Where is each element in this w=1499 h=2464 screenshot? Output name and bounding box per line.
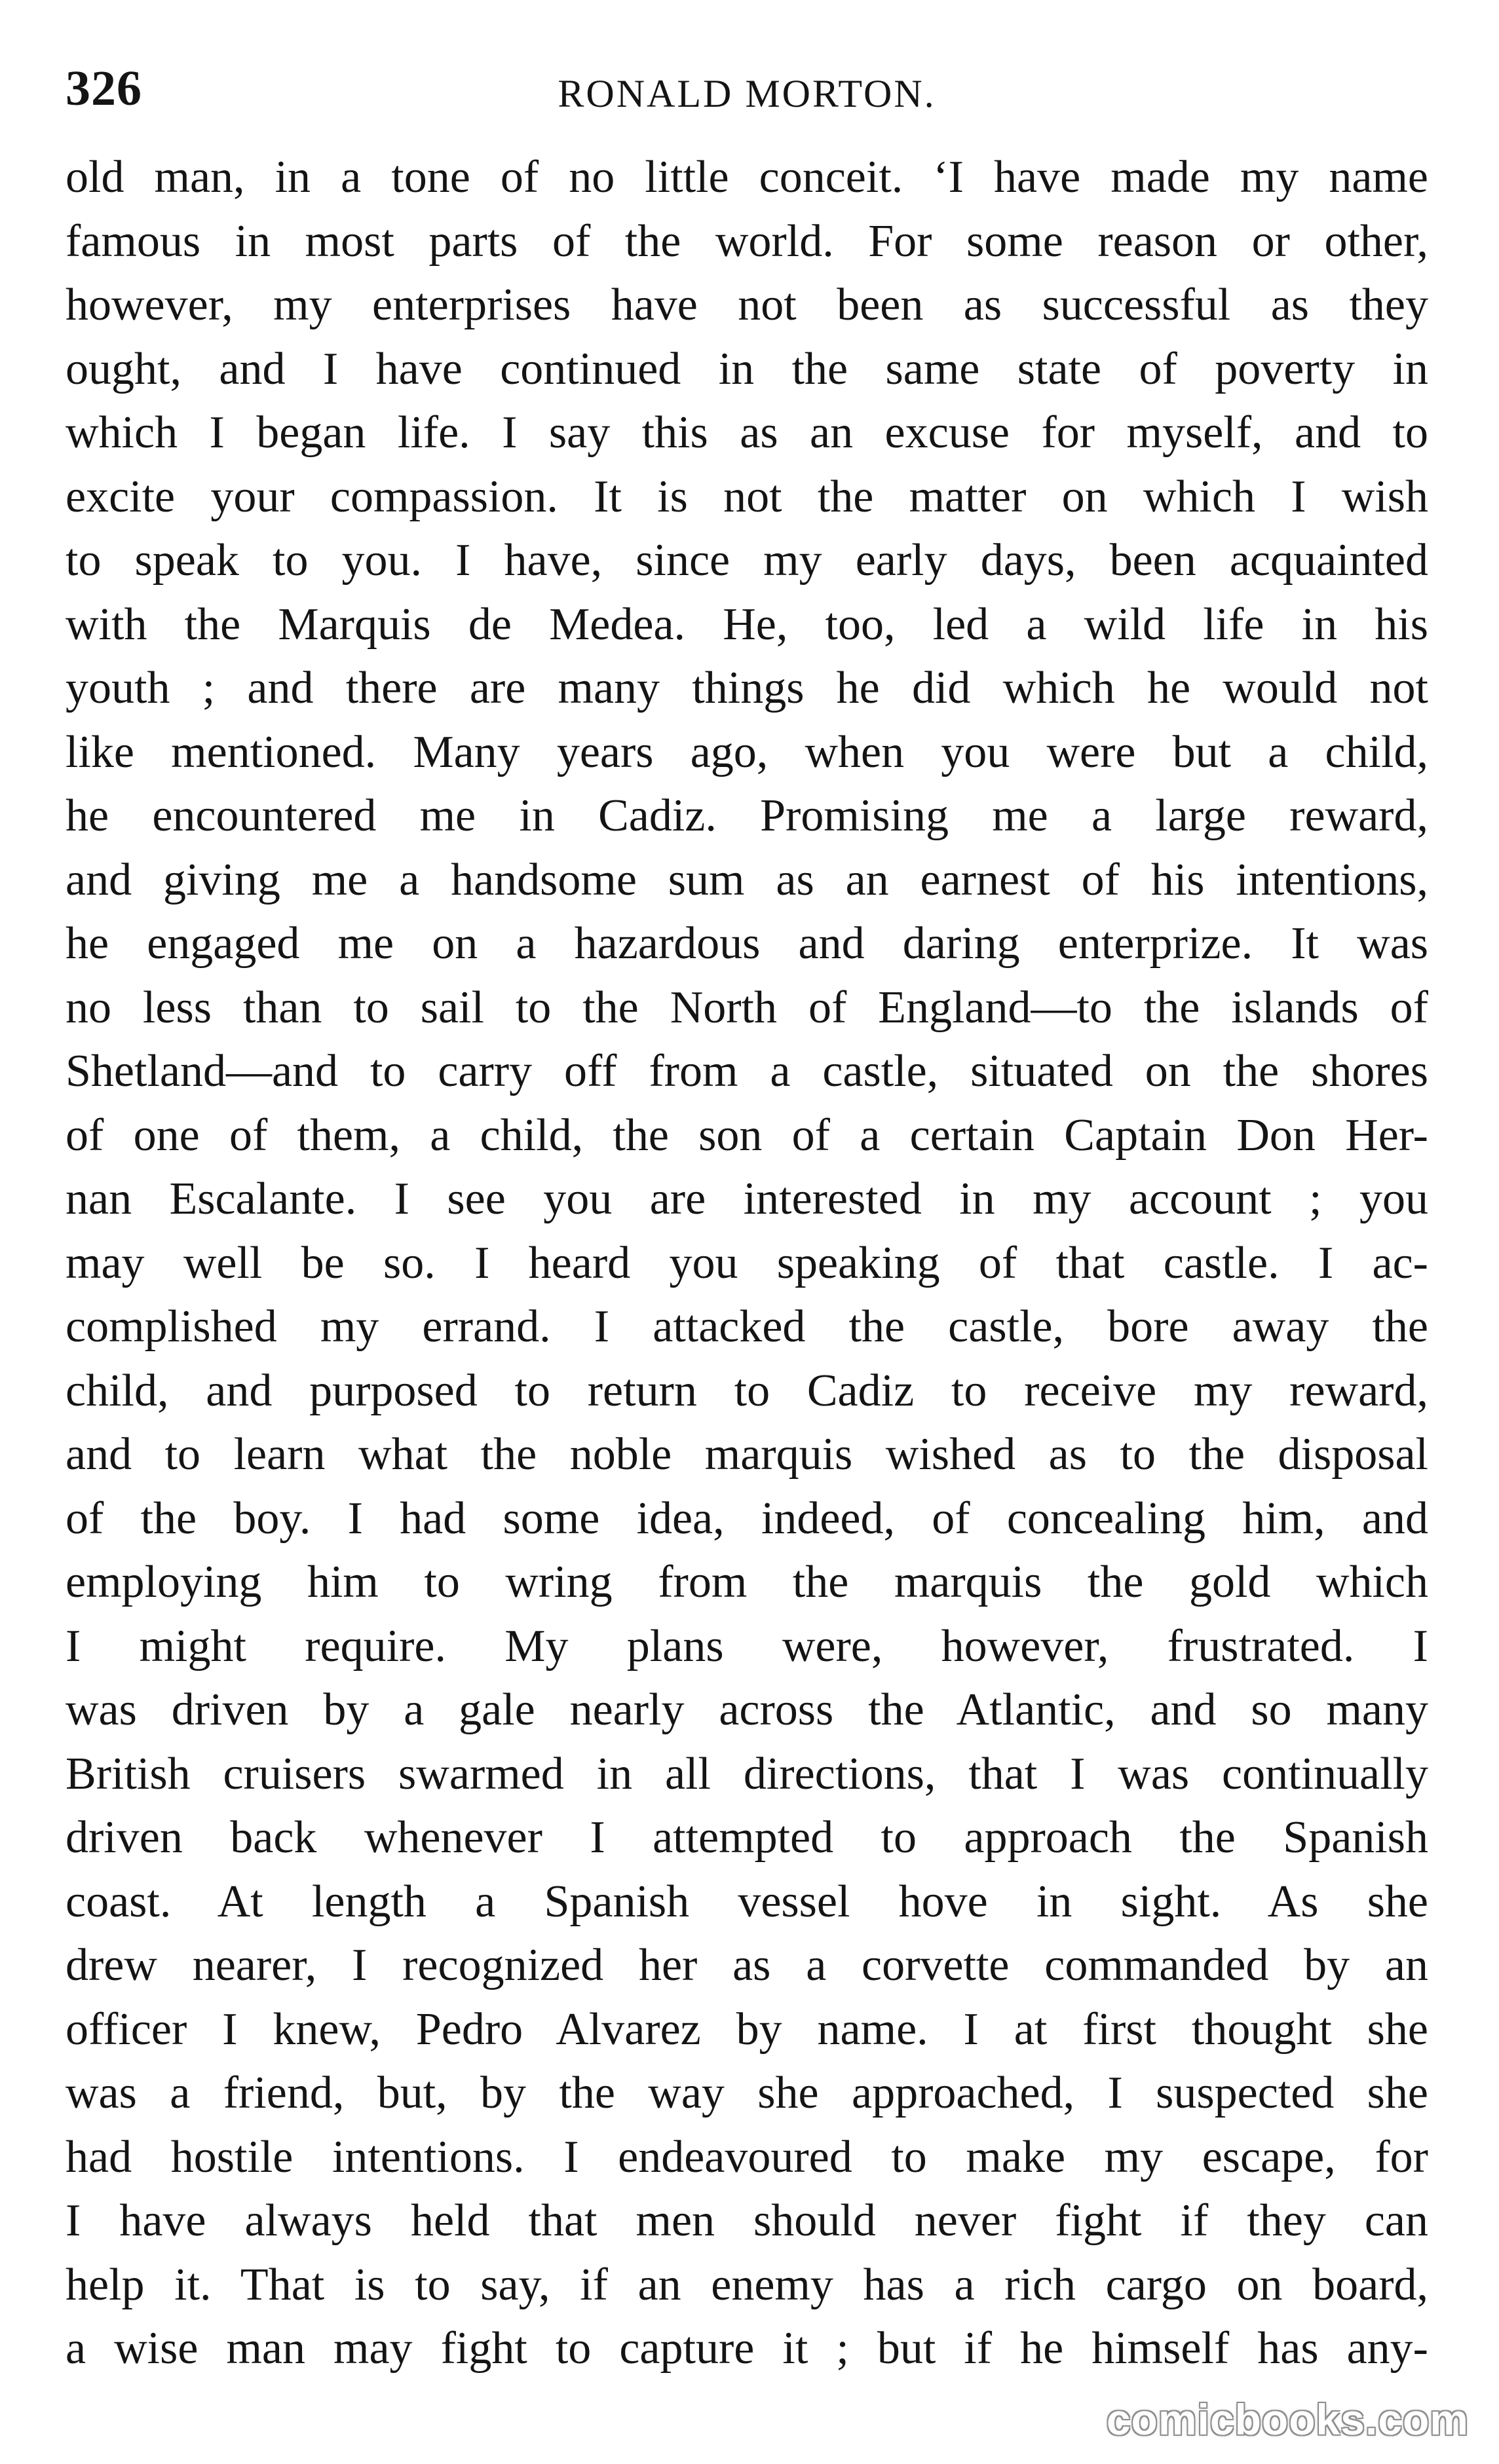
text-line: Shetland—and to carry off from a castle, situated on the shores xyxy=(66,1046,1428,1096)
text-line: coast. At length a Spanish vessel hove in sight. As she xyxy=(66,1876,1428,1927)
text-line: driven back whenever I attempted to approach the Spanish xyxy=(66,1812,1428,1863)
text-line: nan Escalante. I see you are interested in my account ; you xyxy=(66,1174,1428,1224)
text-line: like mentioned. Many years ago, when you were but a child, xyxy=(66,726,1428,777)
text-line: may well be so. I heard you speaking of that castle. I ac- xyxy=(66,1237,1428,1288)
text-line: help it. That is to say, if an enemy has a rich cargo on board, xyxy=(66,2259,1428,2310)
text-line: child, and purposed to return to Cadiz to receive my reward, xyxy=(66,1365,1428,1416)
text-line: and giving me a handsome sum as an earnest of his intentions, xyxy=(66,854,1428,905)
text-line: ought, and I have continued in the same state of poverty in xyxy=(66,343,1428,394)
text-line: I might require. My plans were, however, frustrated. I xyxy=(66,1620,1428,1671)
text-line: no less than to sail to the North of England—to the islands of xyxy=(66,982,1428,1033)
text-line: old man, in a tone of no little conceit. ‘I have made my name xyxy=(66,152,1428,202)
text-line: a wise man may fight to capture it ; but if he himself has any- xyxy=(66,2323,1428,2374)
running-title: RONALD MORTON. xyxy=(558,72,936,115)
text-line: was a friend, but, by the way she approached, I suspected she xyxy=(66,2068,1428,2118)
watermark: comicbooks.com xyxy=(1106,2395,1469,2444)
text-line: youth ; and there are many things he did which he would not xyxy=(66,663,1428,713)
text-line: employing him to wring from the marquis the gold which xyxy=(66,1557,1428,1607)
text-line: he encountered me in Cadiz. Promising me a large reward, xyxy=(66,791,1428,841)
text-line: British cruisers swarmed in all directions, that I was continually xyxy=(66,1748,1428,1799)
text-line: he engaged me on a hazardous and daring enterprize. It was xyxy=(66,918,1428,969)
text-line: drew nearer, I recognized her as a corvette commanded by an xyxy=(66,1940,1428,1990)
text-line: was driven by a gale nearly across the Atlantic, and so many xyxy=(66,1685,1428,1735)
text-line: I have always held that men should never fight if they can xyxy=(66,2195,1428,2246)
page-header xyxy=(66,52,1428,131)
text-line: had hostile intentions. I endeavoured to make my escape, for xyxy=(66,2131,1428,2182)
text-line: however, my enterprises have not been as successful as they xyxy=(66,280,1428,330)
body-text xyxy=(66,145,1428,2381)
text-line: famous in most parts of the world. For some reason or other, xyxy=(66,215,1428,267)
text-line: officer I knew, Pedro Alvarez by name. I at first thought she xyxy=(66,2004,1428,2055)
text-line: which I began life. I say this as an excuse for myself, and to xyxy=(66,407,1428,458)
text-line: of one of them, a child, the son of a certain Captain Don Her- xyxy=(66,1110,1428,1161)
text-line: and to learn what the noble marquis wished as to the disposal xyxy=(66,1429,1428,1480)
text-line: of the boy. I had some idea, indeed, of concealing him, and xyxy=(66,1493,1428,1544)
text-line: complished my errand. I attacked the castle, bore away the xyxy=(66,1301,1428,1352)
text-line: with the Marquis de Medea. He, too, led a wild life in his xyxy=(66,599,1428,650)
text-line: to speak to you. I have, since my early days, been acquainted xyxy=(66,535,1428,586)
text-line: excite your compassion. It is not the matter on which I wish xyxy=(66,471,1428,522)
page-number: 326 xyxy=(66,61,142,116)
